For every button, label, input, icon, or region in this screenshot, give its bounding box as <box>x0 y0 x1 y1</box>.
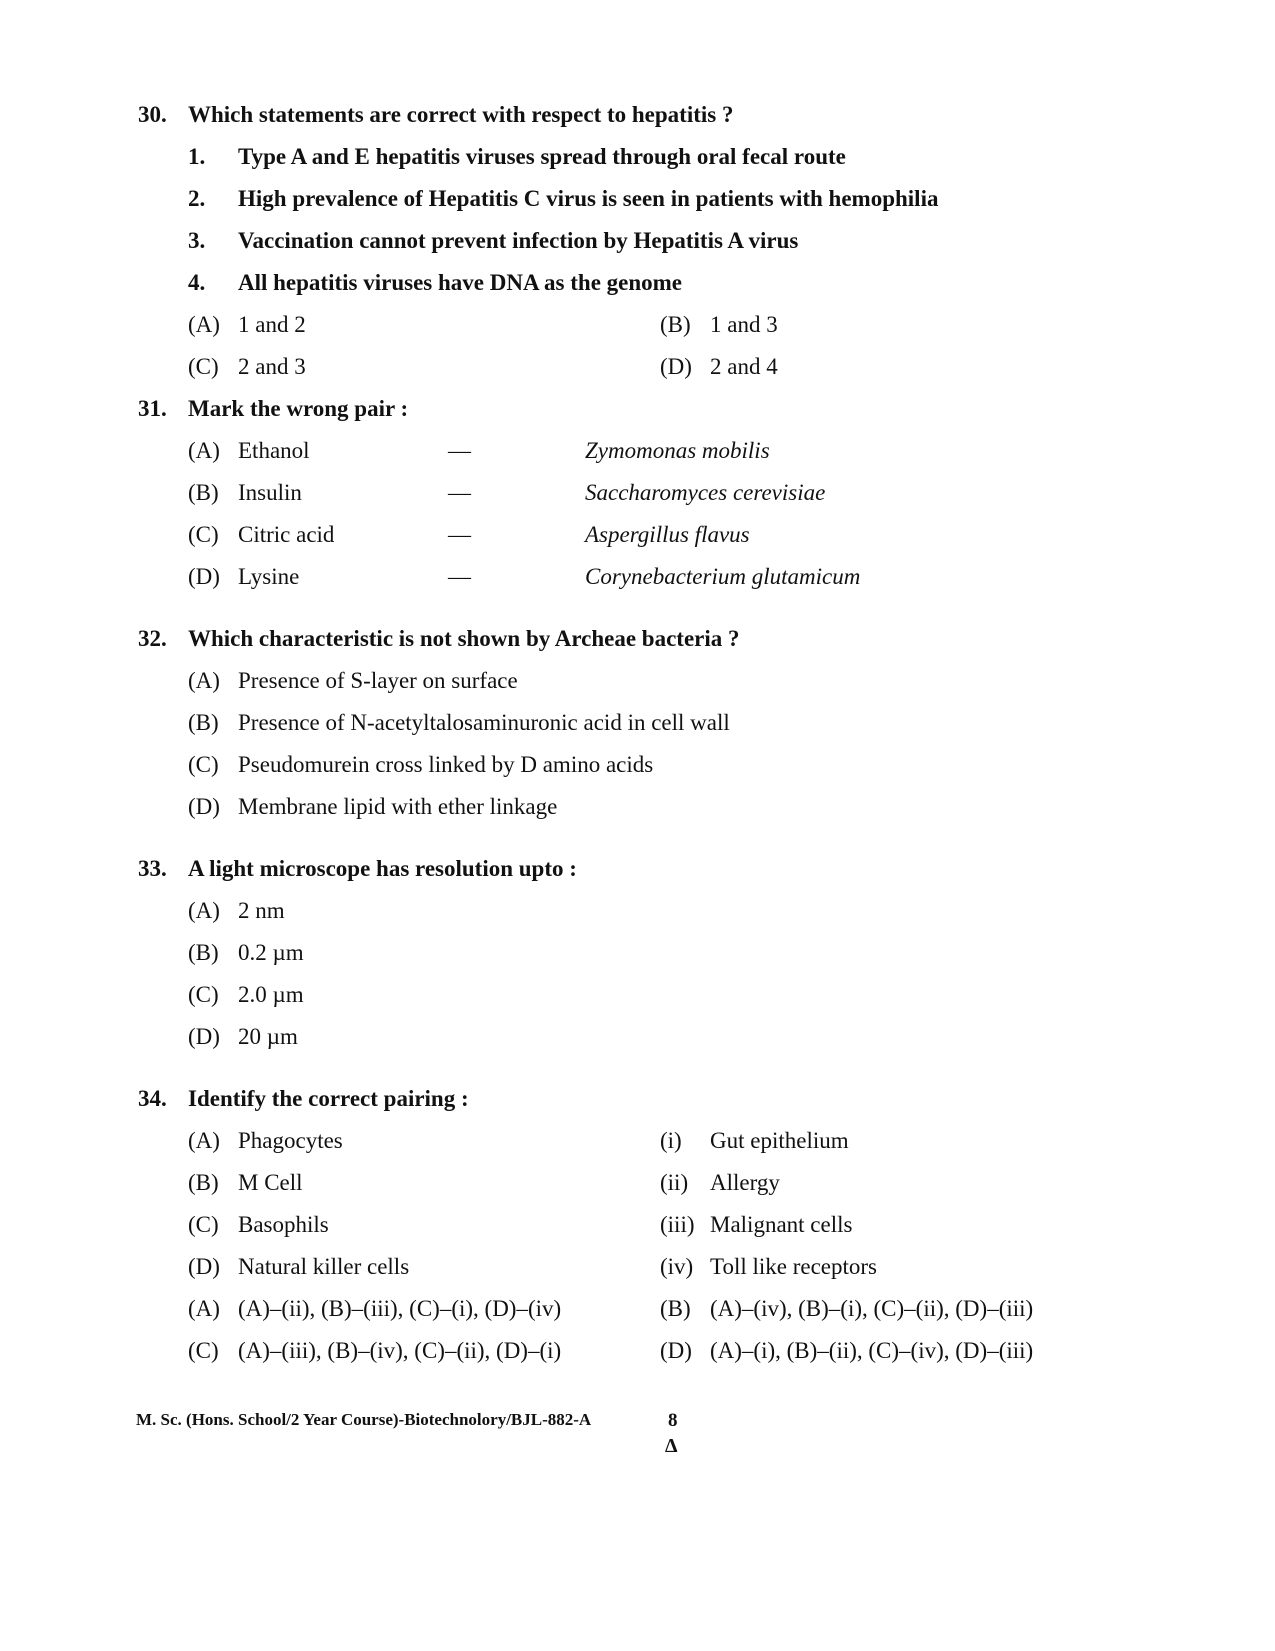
right-item-label: (i) <box>660 1128 682 1153</box>
statement-text: All hepatitis viruses have DNA as the genome <box>238 270 683 295</box>
question-text: Which characteristic is not shown by Archeae bacteria ? <box>188 626 740 651</box>
pair-product: Ethanol <box>238 438 310 463</box>
statement-number: 4. <box>188 270 206 295</box>
option-text: 2 and 3 <box>238 354 306 379</box>
option-text: 20 µm <box>238 1024 298 1049</box>
delta-symbol: Δ <box>665 1435 678 1457</box>
option-label: (B) <box>660 1296 691 1321</box>
pair-organism: Aspergillus flavus <box>585 522 750 547</box>
left-item-text: Phagocytes <box>238 1128 343 1153</box>
option-label: (D) <box>660 354 692 379</box>
statement-number: 2. <box>188 186 206 211</box>
pair-dash: — <box>448 438 471 463</box>
option-text: (A)–(i), (B)–(ii), (C)–(iv), (D)–(iii) <box>710 1338 1034 1363</box>
left-item-text: Basophils <box>238 1212 329 1237</box>
option-label: (A) <box>188 898 220 923</box>
footer-course-code: M. Sc. (Hons. School/2 Year Course)-Biotechnolory/BJL-882-A <box>136 1410 592 1429</box>
option-text: Presence of S-layer on surface <box>238 668 518 693</box>
left-item-label: (A) <box>188 1128 220 1153</box>
option-text: (A)–(iv), (B)–(i), (C)–(ii), (D)–(iii) <box>710 1296 1034 1321</box>
option-label: (B) <box>188 940 219 965</box>
option-text: 2 nm <box>238 898 285 923</box>
question-number: 30. <box>138 102 167 127</box>
question-number: 31. <box>138 396 167 421</box>
option-label: (C) <box>188 752 219 777</box>
option-text: Pseudomurein cross linked by D amino acids <box>238 752 654 777</box>
option-text: (A)–(ii), (B)–(iii), (C)–(i), (D)–(iv) <box>238 1296 562 1321</box>
right-item-label: (iv) <box>660 1254 694 1279</box>
right-item-text: Allergy <box>710 1170 780 1195</box>
question-text: Mark the wrong pair : <box>188 396 409 421</box>
option-label: (D) <box>188 794 220 819</box>
page-number: 8 <box>668 1410 678 1431</box>
option-label: (B) <box>660 312 691 337</box>
option-label: (A) <box>188 312 220 337</box>
question-text: A light microscope has resolution upto : <box>188 856 577 881</box>
pair-dash: — <box>448 480 471 505</box>
pair-organism: Zymomonas mobilis <box>585 438 770 463</box>
pair-product: Lysine <box>238 564 300 589</box>
option-label: (B) <box>188 710 219 735</box>
pair-label: (B) <box>188 480 219 505</box>
pair-product: Insulin <box>238 480 302 505</box>
option-text: (A)–(iii), (B)–(iv), (C)–(ii), (D)–(i) <box>238 1338 562 1363</box>
question-number: 34. <box>138 1086 167 1111</box>
pair-product: Citric acid <box>238 522 335 547</box>
left-item-text: Natural killer cells <box>238 1254 410 1279</box>
option-text: 0.2 µm <box>238 940 304 965</box>
pair-organism: Corynebacterium glutamicum <box>585 564 861 589</box>
statement-text: Type A and E hepatitis viruses spread through oral fecal route <box>238 144 846 169</box>
option-text: 1 and 2 <box>238 312 306 337</box>
option-text: Presence of N-acetyltalosaminuronic acid in cell wall <box>238 710 730 735</box>
option-text: 2.0 µm <box>238 982 304 1007</box>
question-number: 33. <box>138 856 167 881</box>
statement-number: 3. <box>188 228 206 253</box>
statement-text: Vaccination cannot prevent infection by Hepatitis A virus <box>238 228 799 253</box>
question-text: Identify the correct pairing : <box>188 1086 469 1111</box>
option-text: Membrane lipid with ether linkage <box>238 794 558 819</box>
pair-label: (C) <box>188 522 219 547</box>
right-item-text: Gut epithelium <box>710 1128 849 1153</box>
right-item-label: (ii) <box>660 1170 689 1195</box>
left-item-text: M Cell <box>238 1170 303 1195</box>
statement-number: 1. <box>188 144 206 169</box>
left-item-label: (C) <box>188 1212 219 1237</box>
option-label: (D) <box>660 1338 692 1363</box>
right-item-label: (iii) <box>660 1212 695 1237</box>
option-label: (A) <box>188 1296 220 1321</box>
pair-label: (D) <box>188 564 220 589</box>
option-label: (A) <box>188 668 220 693</box>
option-label: (C) <box>188 1338 219 1363</box>
left-item-label: (D) <box>188 1254 220 1279</box>
pair-label: (A) <box>188 438 220 463</box>
left-item-label: (B) <box>188 1170 219 1195</box>
right-item-text: Malignant cells <box>710 1212 853 1237</box>
statement-text: High prevalence of Hepatitis C virus is seen in patients with hemophilia <box>238 186 939 211</box>
option-label: (C) <box>188 982 219 1007</box>
question-text: Which statements are correct with respect to hepatitis ? <box>188 102 734 127</box>
option-label: (C) <box>188 354 219 379</box>
pair-dash: — <box>448 564 471 589</box>
pair-organism: Saccharomyces cerevisiae <box>585 480 826 505</box>
question-number: 32. <box>138 626 167 651</box>
option-text: 1 and 3 <box>710 312 778 337</box>
right-item-text: Toll like receptors <box>710 1254 877 1279</box>
option-label: (D) <box>188 1024 220 1049</box>
pair-dash: — <box>448 522 471 547</box>
option-text: 2 and 4 <box>710 354 778 379</box>
